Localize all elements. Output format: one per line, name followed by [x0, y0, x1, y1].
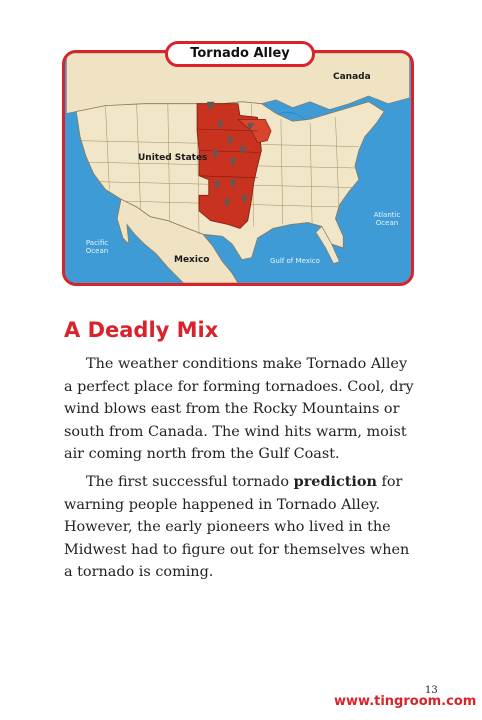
tornado-alley-map [62, 50, 414, 286]
label-atlantic-ocean: Atlantic Ocean [373, 211, 401, 227]
label-canada: Canada [333, 72, 371, 82]
label-gulf-of-mexico: Gulf of Mexico [270, 257, 320, 265]
paragraph-1-text: The weather conditions make Tornado Alley a perfect place for forming tornadoes. Cool, dry wind blows east from the Rocky Mountains or south from Canada. The wind hits warm, moist air coming north from the Gulf Coast. [64, 356, 414, 462]
watermark: www.tingroom.com [334, 694, 477, 709]
page-number: 13 [425, 685, 438, 696]
label-pacific-ocean: Pacific Ocean [85, 239, 109, 255]
section-heading: A Deadly Mix [64, 318, 219, 342]
label-mexico: Mexico [174, 255, 210, 265]
map-title: Tornado Alley [165, 41, 315, 67]
paragraph-1 [64, 353, 416, 466]
paragraph-2-text-start: The first successful tornado [86, 474, 294, 490]
paragraph-2-text-end: for warning people happened in Tornado Alley. However, the early pioneers who lived in the Midwest had to figure out for themselves when a tornado is coming. [64, 474, 410, 580]
prediction-term: prediction [293, 473, 377, 490]
label-united-states: United States [138, 153, 208, 163]
paragraph-2 [64, 471, 416, 584]
north-america-map-graphic [65, 53, 411, 283]
